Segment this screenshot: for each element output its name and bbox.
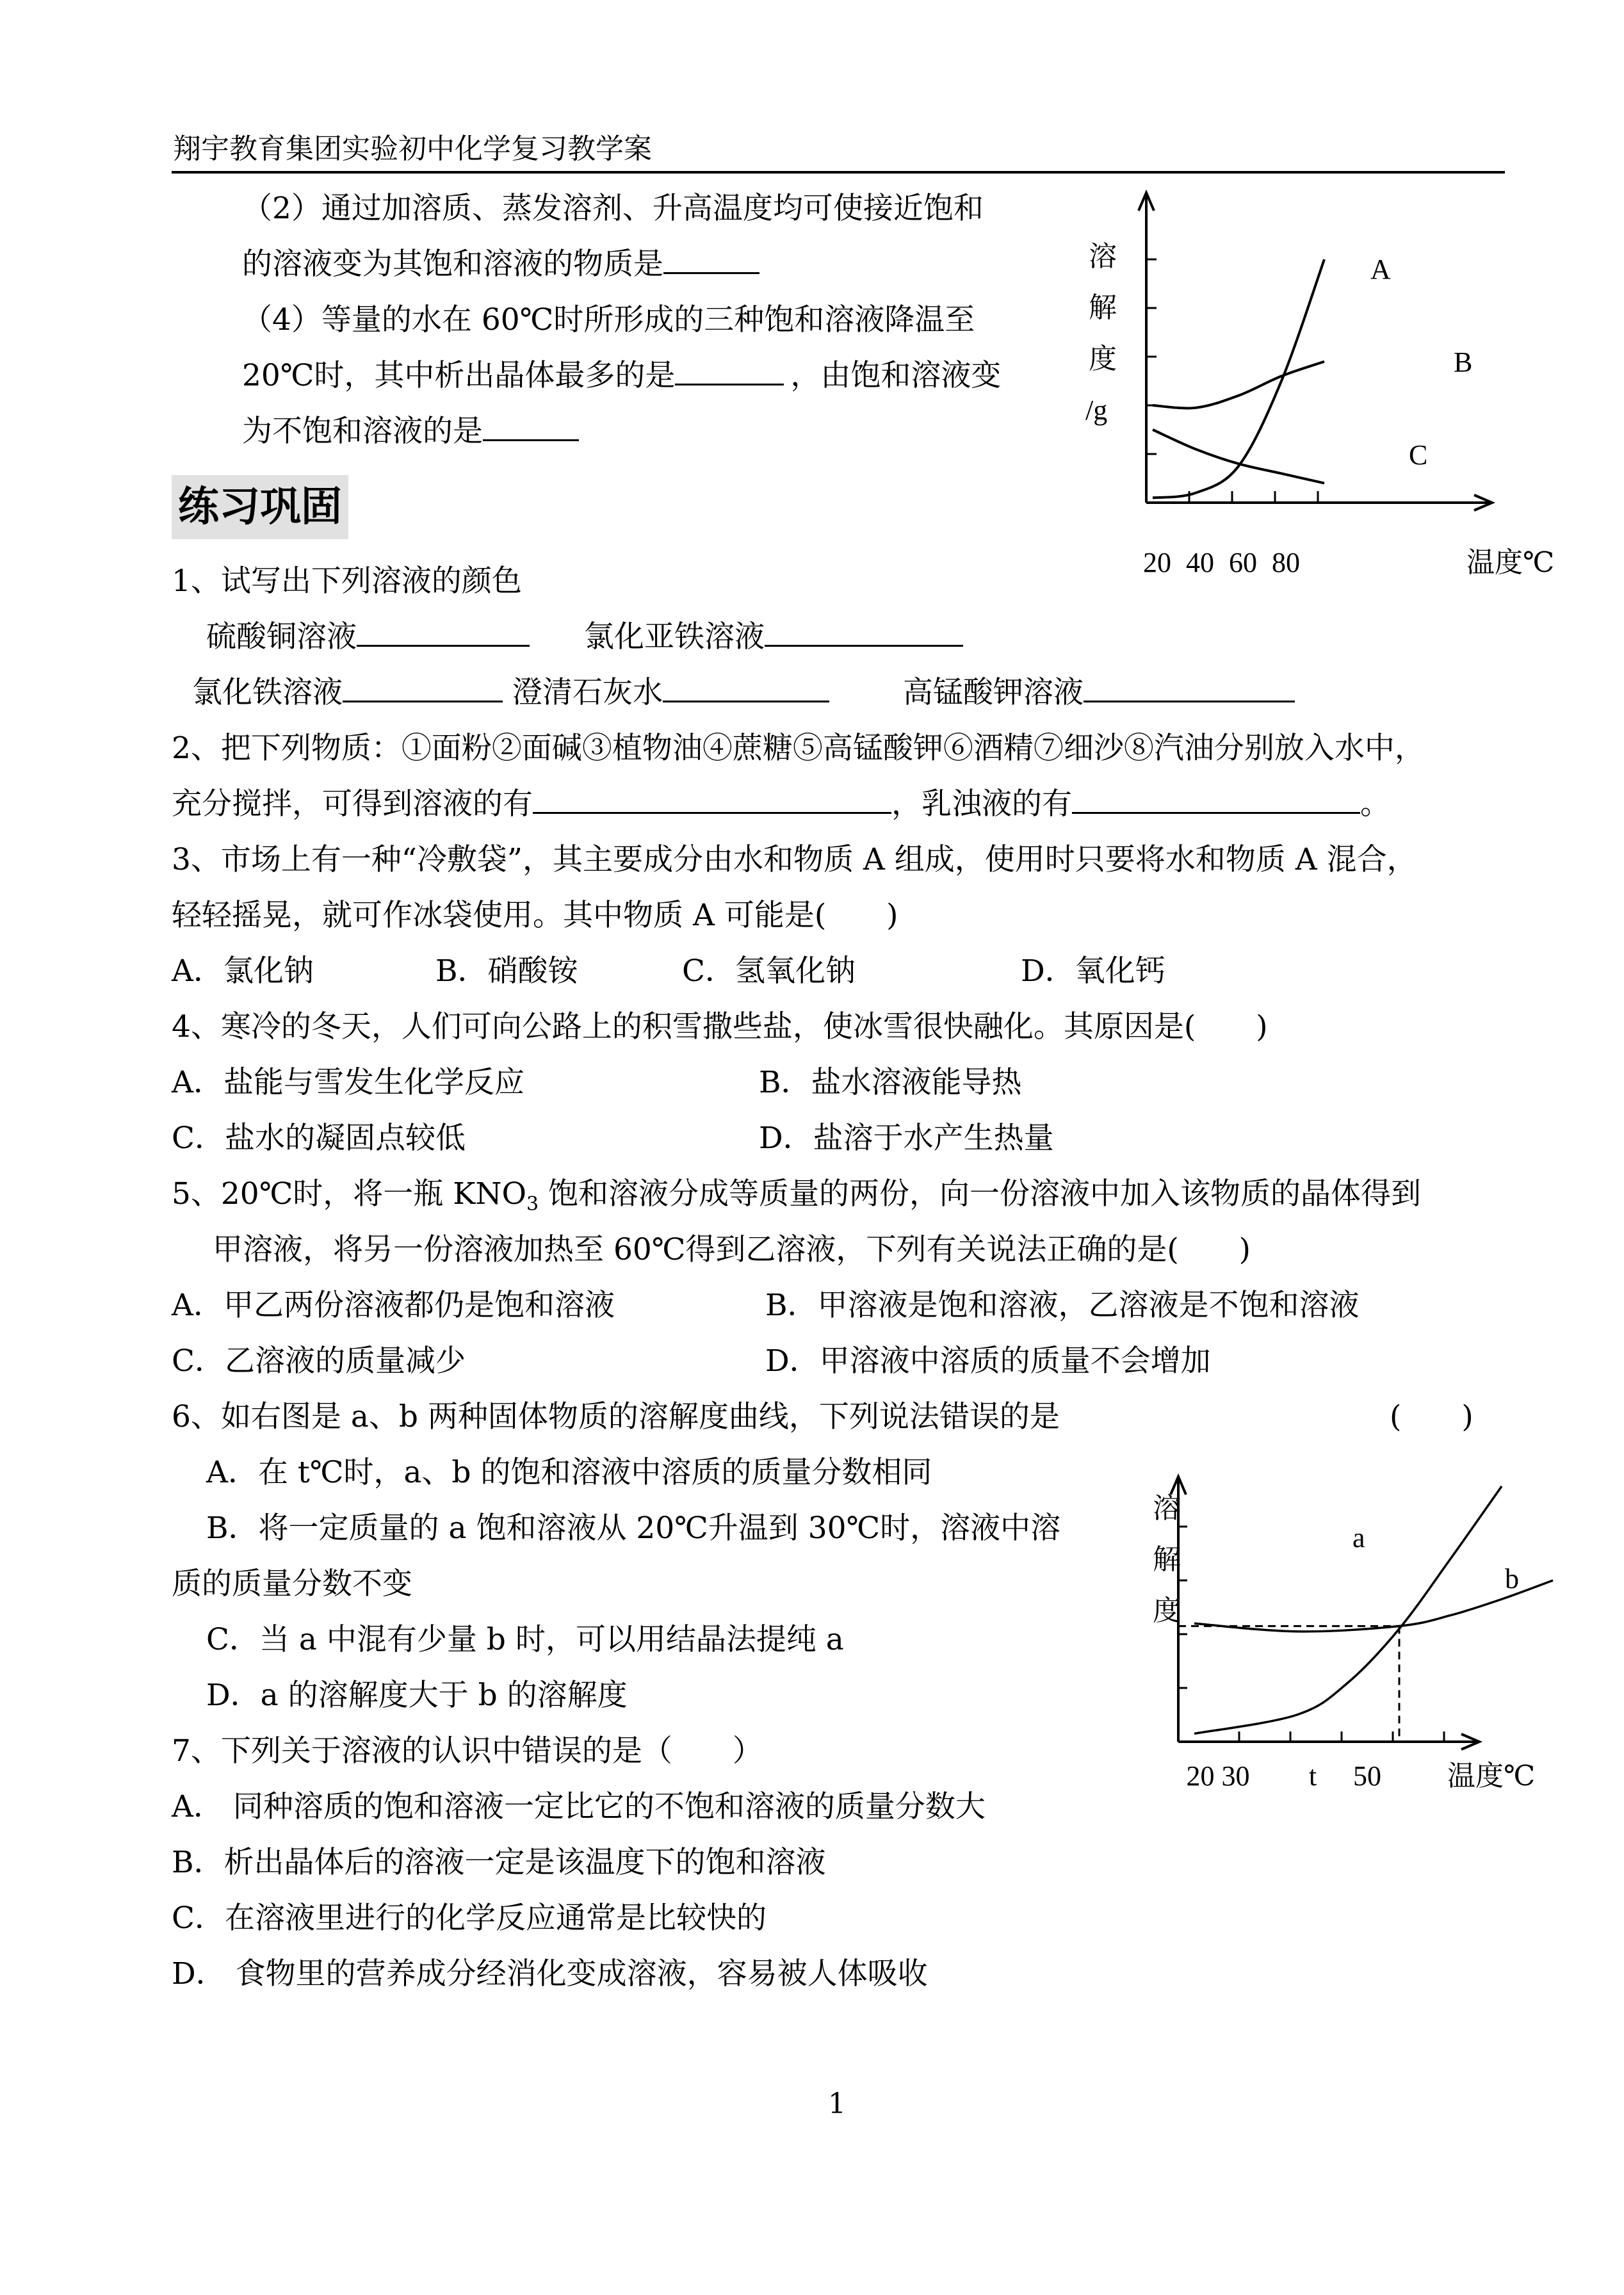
y-axis-label-char: 溶	[1089, 241, 1117, 272]
q5-text-b: 饱和溶液分成等质量的两份，向一份溶液中加入该物质的晶体得到	[539, 1176, 1422, 1212]
q1-item-1: 硫酸铜溶液	[206, 619, 357, 654]
curve-B	[1153, 362, 1324, 409]
q2-text-b: ，乳浊液的有	[891, 786, 1072, 822]
q4-option-c[interactable]: C．盐水的凝固点较低	[172, 1121, 466, 1156]
curve-a	[1194, 1486, 1502, 1733]
solubility-chart-1	[1082, 182, 1582, 599]
q7-option-d[interactable]: D． 食物里的营养成分经消化变成溶液，容易被人体吸收	[172, 1956, 928, 1991]
q7-option-c[interactable]: C．在溶液里进行的化学反应通常是比较快的	[172, 1901, 767, 1936]
curve-label-b: b	[1505, 1563, 1519, 1594]
q5-option-a[interactable]: A．甲乙两份溶液都仍是饱和溶液	[172, 1288, 615, 1323]
q6-option-c[interactable]: C．当 a 中混有少量 b 时，可以用结晶法提纯 a	[206, 1622, 844, 1657]
curve-A	[1153, 259, 1324, 498]
y-axis-label-char: 解	[1153, 1544, 1181, 1575]
intro-q4-text-a: 20℃时，其中析出晶体最多的是	[242, 358, 676, 393]
q1-row2	[192, 675, 1295, 711]
intro-q4-blank-2[interactable]	[483, 414, 579, 441]
q1-item-5: 高锰酸钾溶液	[902, 675, 1084, 710]
q3-option-a[interactable]: A．氯化钠	[172, 953, 314, 989]
q2-text-a: 充分搅拌，可得到溶液的有	[172, 786, 533, 822]
y-axis-label	[1085, 241, 1117, 426]
curve-b	[1194, 1580, 1553, 1632]
q4-option-b[interactable]: B．盐水溶液能导热	[759, 1065, 1022, 1100]
curve-label-B: B	[1454, 346, 1473, 378]
q5-option-d[interactable]: D．甲溶液中溶质的质量不会增加	[765, 1343, 1211, 1379]
intro-q2-text: 的溶液变为其饱和溶液的物质是	[242, 247, 663, 282]
chart2-plot	[1153, 1477, 1553, 1792]
intro-q4-line2	[242, 358, 1001, 394]
q7-stem: 7、下列关于溶液的认识中错误的是（ ）	[172, 1733, 763, 1769]
q5-line1	[172, 1176, 1421, 1222]
q1-blank-2[interactable]	[765, 619, 963, 647]
q6-option-b-line2[interactable]: 质的质量分数不变	[172, 1566, 412, 1602]
intro-q4-text-b: ，由饱和溶液变	[790, 358, 1002, 393]
curve-label-A: A	[1370, 254, 1391, 285]
q4-stem: 4、寒冷的冬天，人们可向公路上的积雪撒些盐，使冰雪很快融化。其原因是( )	[172, 1009, 1268, 1044]
q6-option-b-line1[interactable]: B．将一定质量的 a 饱和溶液从 20℃升温到 30℃时，溶液中溶	[206, 1511, 1061, 1546]
x-tick-label: 60	[1229, 547, 1257, 578]
q1-row1	[206, 619, 963, 655]
x-tick-label: t	[1308, 1760, 1317, 1792]
q3-line1: 3、市场上有一种“冷敷袋”，其主要成分由水和物质 A 组成，使用时只要将水和物质 A 混合，	[172, 842, 1417, 877]
x-axis-label: 温度℃	[1466, 547, 1555, 578]
intro-q4-text-c: 为不饱和溶液的是	[242, 414, 483, 449]
curve-label-C: C	[1409, 439, 1428, 471]
q1-blank-4[interactable]	[663, 675, 829, 702]
q3-line2: 轻轻摇晃，就可作冰袋使用。其中物质 A 可能是( )	[172, 898, 898, 933]
page-number: 1	[828, 2088, 846, 2120]
y-axis-label-char: 度	[1089, 343, 1117, 375]
q6-option-d[interactable]: D．a 的溶解度大于 b 的溶解度	[206, 1678, 628, 1713]
q6-option-a[interactable]: A．在 t℃时，a、b 的饱和溶液中溶质的质量分数相同	[206, 1455, 932, 1490]
q7-option-a[interactable]: A． 同种溶质的饱和溶液一定比它的不饱和溶液的质量分数大	[172, 1789, 986, 1824]
y-axis-label	[1153, 1493, 1181, 1626]
curve-C	[1153, 430, 1324, 483]
q1-blank-1[interactable]	[357, 619, 530, 647]
intro-q4-line3	[242, 414, 579, 450]
x-tick-label: 20 30	[1186, 1760, 1250, 1792]
q3-option-c[interactable]: C．氢氧化钠	[682, 953, 856, 989]
curve-label-a: a	[1352, 1522, 1365, 1553]
intro-q2-line1: （2）通过加溶质、蒸发溶剂、升高温度均可使接近饱和	[242, 191, 984, 226]
q2-line1: 2、把下列物质：①面粉②面碱③植物油④蔗糖⑤高锰酸钾⑥酒精⑦细沙⑧汽油分别放入水中，	[172, 731, 1425, 766]
q5-text-a: 5、20℃时，将一瓶 KNO	[172, 1176, 526, 1212]
q1-blank-5[interactable]	[1084, 675, 1295, 702]
q4-option-d[interactable]: D．盐溶于水产生热量	[759, 1121, 1054, 1156]
x-tick-label: 50	[1353, 1760, 1381, 1792]
q3-option-b[interactable]: B．硝酸铵	[435, 953, 578, 989]
x-axis-label: 温度℃	[1447, 1760, 1536, 1792]
y-axis-label-unit: /g	[1085, 394, 1108, 426]
y-axis-label-char: 溶	[1153, 1493, 1181, 1524]
q5-line2: 甲溶液，将另一份溶液加热至 60℃得到乙溶液，下列有关说法正确的是( )	[213, 1232, 1251, 1267]
q1-item-4: 澄清石灰水	[512, 675, 663, 710]
q1-blank-3[interactable]	[343, 675, 503, 702]
header-rule	[172, 171, 1505, 174]
intro-q4-blank-1[interactable]	[675, 358, 784, 385]
intro-q2-blank[interactable]	[663, 247, 759, 274]
q2-text-c: 。	[1360, 786, 1390, 822]
intro-q4-line1: （4）等量的水在 60℃时所形成的三种饱和溶液降温至	[242, 302, 975, 337]
q1-item-3: 氯化铁溶液	[192, 675, 343, 710]
q7-option-b[interactable]: B．析出晶体后的溶液一定是该温度下的饱和溶液	[172, 1845, 826, 1880]
y-axis-label-char: 度	[1153, 1595, 1181, 1626]
x-tick-label: 20	[1143, 547, 1171, 578]
section-heading: 练习巩固	[172, 475, 348, 539]
q3-option-d[interactable]: D．氧化钙	[1021, 953, 1165, 989]
q5-option-c[interactable]: C．乙溶液的质量减少	[172, 1343, 466, 1379]
header-title: 翔宇教育集团实验初中化学复习教学案	[173, 133, 652, 165]
q6-answer-paren[interactable]: ( )	[1390, 1399, 1474, 1434]
y-axis-label-char: 解	[1089, 292, 1117, 323]
x-tick-label: 40	[1186, 547, 1214, 578]
q5-option-b[interactable]: B．甲溶液是饱和溶液，乙溶液是不饱和溶液	[765, 1288, 1360, 1323]
q2-line2	[172, 786, 1390, 822]
q6-stem: 6、如右图是 a、b 两种固体物质的溶解度曲线，下列说法错误的是	[172, 1399, 1060, 1434]
x-tick-label: 80	[1272, 547, 1300, 578]
chart1-plot	[1085, 193, 1554, 578]
intro-q2-line2	[242, 247, 759, 282]
q5-subscript: 3	[526, 1193, 539, 1215]
solubility-chart-2	[1146, 1466, 1569, 1806]
q2-blank-2[interactable]	[1072, 786, 1360, 814]
q2-blank-1[interactable]	[533, 786, 891, 814]
q4-option-a[interactable]: A．盐能与雪发生化学反应	[172, 1065, 524, 1100]
q1-item-2: 氯化亚铁溶液	[583, 619, 765, 654]
q1-stem: 1、试写出下列溶液的颜色	[172, 564, 522, 599]
